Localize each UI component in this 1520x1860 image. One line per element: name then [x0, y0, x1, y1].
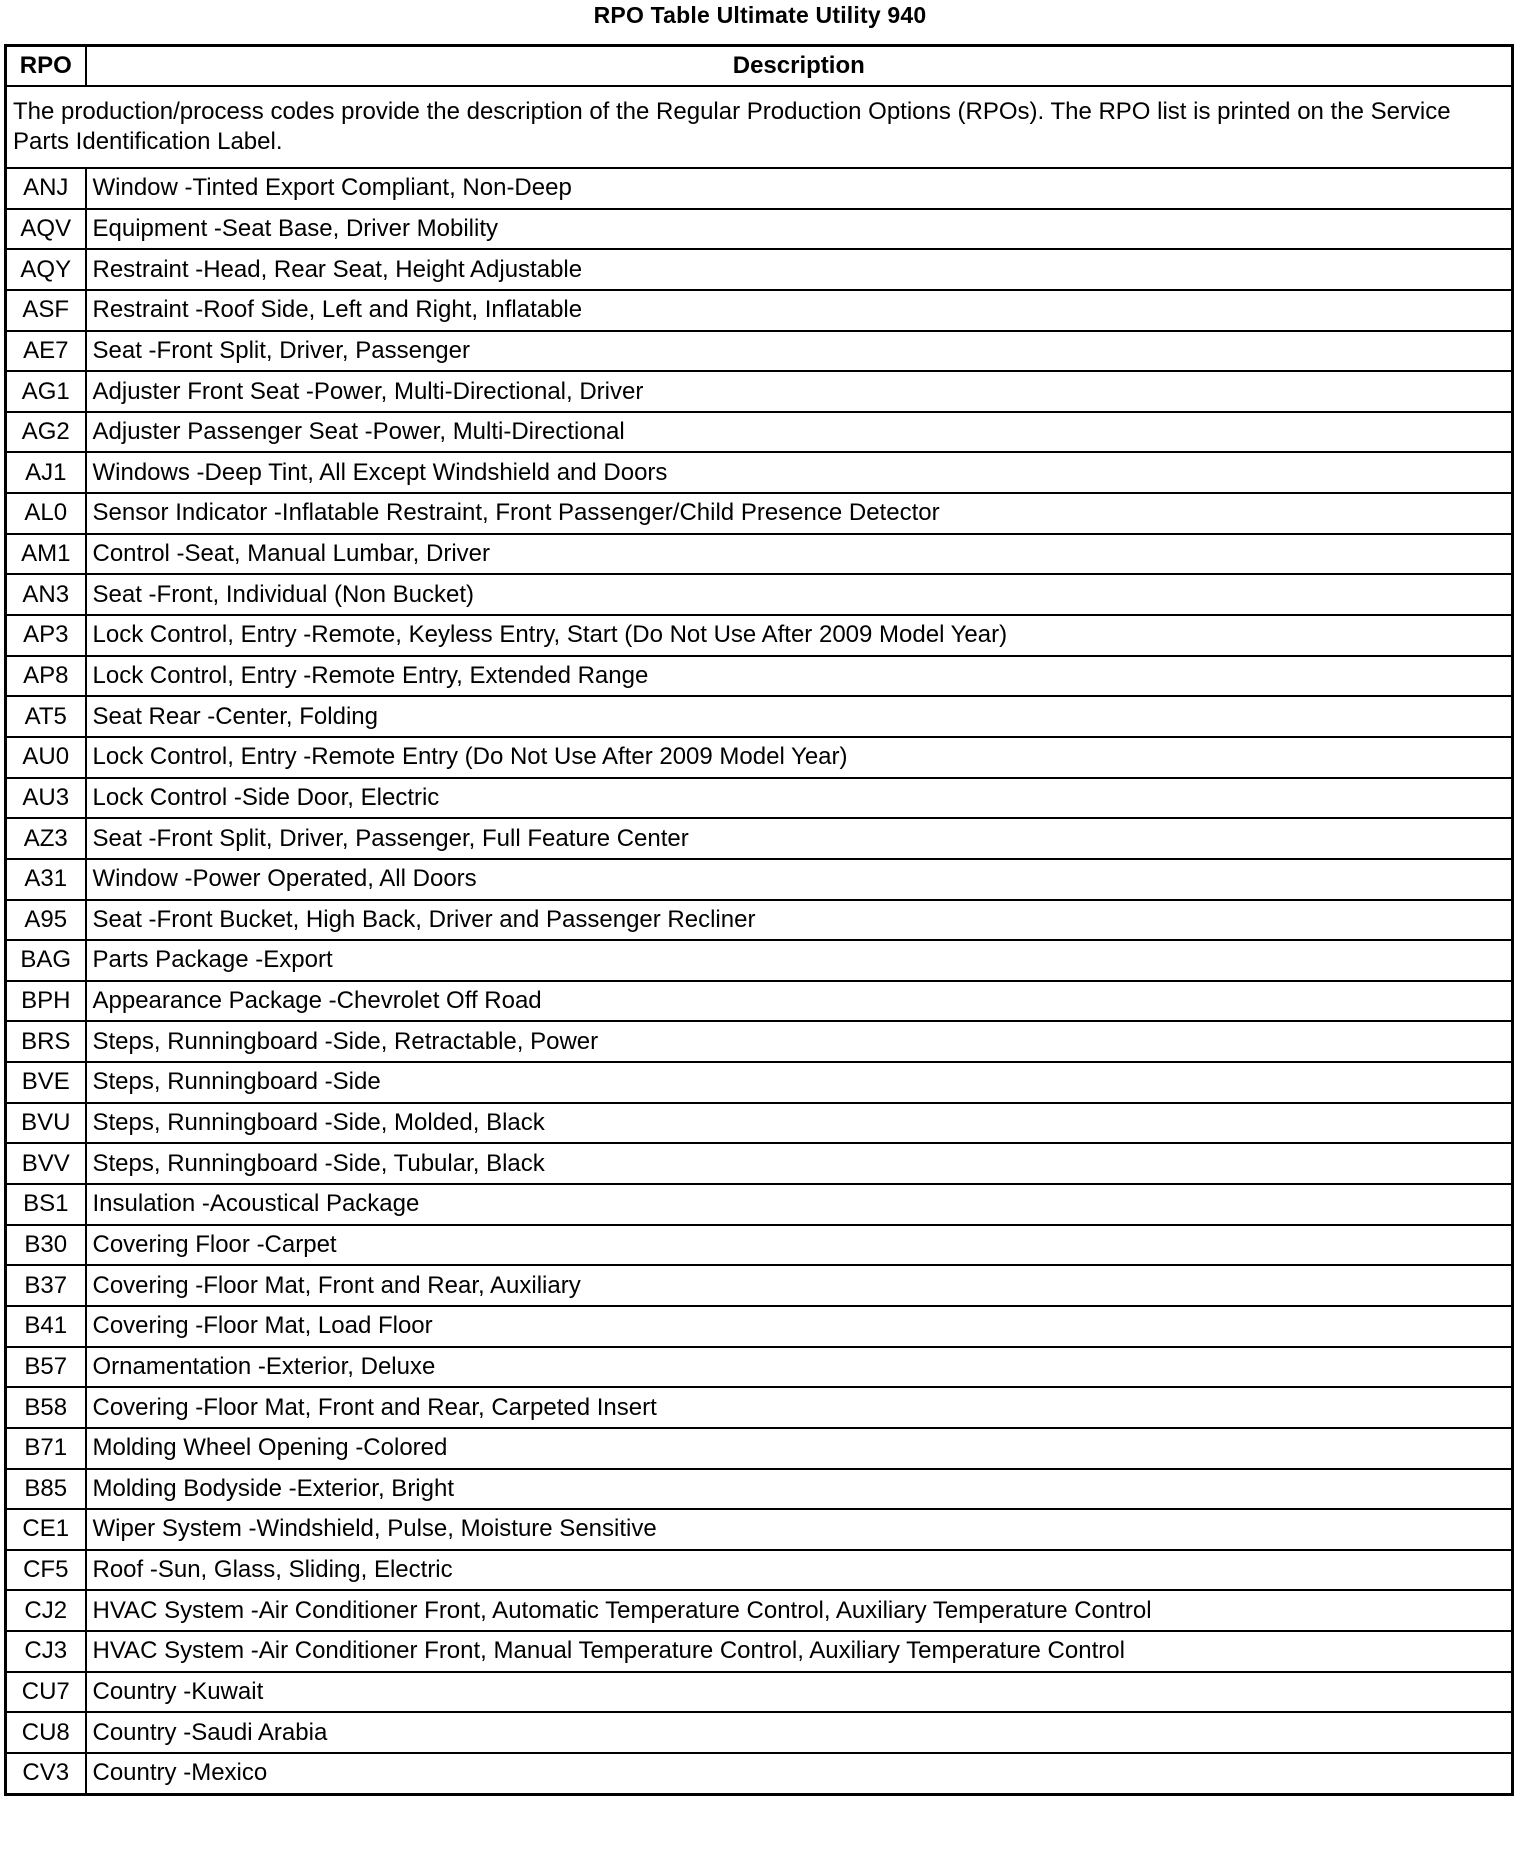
table-row: [6, 1021, 1513, 1062]
rpo-code-cell: AJ1: [6, 452, 86, 493]
rpo-code-cell: B57: [6, 1347, 86, 1388]
intro-row: [6, 86, 1513, 168]
rpo-code-cell: B71: [6, 1428, 86, 1469]
table-row: [6, 1509, 1513, 1550]
table-row: [6, 249, 1513, 290]
table-row: [6, 493, 1513, 534]
intro-text: The production/process codes provide the description of the Regular Production Options (RPOs). The RPO list is printed on the Service Parts Identification Label.: [6, 86, 1513, 168]
table-row: [6, 452, 1513, 493]
rpo-description-cell: Country -Kuwait: [86, 1672, 1513, 1713]
rpo-code-cell: B58: [6, 1387, 86, 1428]
rpo-description-cell: Parts Package -Export: [86, 940, 1513, 981]
rpo-code-cell: AP3: [6, 615, 86, 656]
table-row: [6, 615, 1513, 656]
rpo-description-cell: Covering -Floor Mat, Load Floor: [86, 1306, 1513, 1347]
rpo-description-cell: Covering -Floor Mat, Front and Rear, Auxiliary: [86, 1265, 1513, 1306]
table-row: [6, 818, 1513, 859]
table-row: [6, 1590, 1513, 1631]
rpo-description-cell: Window -Tinted Export Compliant, Non-Deep: [86, 168, 1513, 209]
rpo-description-cell: Seat -Front Split, Driver, Passenger: [86, 331, 1513, 372]
rpo-description-cell: Lock Control, Entry -Remote Entry, Extended Range: [86, 656, 1513, 697]
rpo-code-cell: BPH: [6, 981, 86, 1022]
column-header-description: Description: [86, 46, 1513, 87]
table-row: [6, 412, 1513, 453]
rpo-description-cell: Country -Mexico: [86, 1753, 1513, 1794]
rpo-code-cell: CF5: [6, 1550, 86, 1591]
rpo-description-cell: Seat Rear -Center, Folding: [86, 696, 1513, 737]
rpo-code-cell: A31: [6, 859, 86, 900]
rpo-code-cell: BVV: [6, 1143, 86, 1184]
table-row: [6, 1672, 1513, 1713]
rpo-code-cell: CU8: [6, 1712, 86, 1753]
table-row: [6, 737, 1513, 778]
rpo-code-cell: AG1: [6, 371, 86, 412]
rpo-code-cell: ASF: [6, 290, 86, 331]
rpo-code-cell: AE7: [6, 331, 86, 372]
table-row: [6, 1265, 1513, 1306]
rpo-code-cell: CJ2: [6, 1590, 86, 1631]
table-row: [6, 209, 1513, 250]
rpo-description-cell: Covering Floor -Carpet: [86, 1225, 1513, 1266]
table-row: [6, 1184, 1513, 1225]
rpo-code-cell: AU3: [6, 778, 86, 819]
rpo-description-cell: Insulation -Acoustical Package: [86, 1184, 1513, 1225]
table-row: [6, 371, 1513, 412]
rpo-code-cell: AP8: [6, 656, 86, 697]
rpo-code-cell: AQV: [6, 209, 86, 250]
table-row: [6, 534, 1513, 575]
table-row: [6, 1347, 1513, 1388]
rpo-description-cell: Adjuster Passenger Seat -Power, Multi-Directional: [86, 412, 1513, 453]
table-row: [6, 168, 1513, 209]
table-row: [6, 574, 1513, 615]
rpo-description-cell: Appearance Package -Chevrolet Off Road: [86, 981, 1513, 1022]
rpo-description-cell: Steps, Runningboard -Side, Molded, Black: [86, 1103, 1513, 1144]
rpo-description-cell: Steps, Runningboard -Side, Retractable, Power: [86, 1021, 1513, 1062]
rpo-code-cell: AQY: [6, 249, 86, 290]
rpo-description-cell: Covering -Floor Mat, Front and Rear, Carpeted Insert: [86, 1387, 1513, 1428]
page-title: RPO Table Ultimate Utility 940: [593, 2, 927, 28]
rpo-description-cell: Equipment -Seat Base, Driver Mobility: [86, 209, 1513, 250]
table-row: [6, 778, 1513, 819]
rpo-description-cell: HVAC System -Air Conditioner Front, Manual Temperature Control, Auxiliary Temperature Control: [86, 1631, 1513, 1672]
rpo-description-cell: Sensor Indicator -Inflatable Restraint, Front Passenger/Child Presence Detector: [86, 493, 1513, 534]
table-row: [6, 1753, 1513, 1794]
table-row: [6, 1428, 1513, 1469]
rpo-description-cell: Window -Power Operated, All Doors: [86, 859, 1513, 900]
rpo-description-cell: Windows -Deep Tint, All Except Windshield and Doors: [86, 452, 1513, 493]
rpo-code-cell: BVU: [6, 1103, 86, 1144]
rpo-code-cell: AN3: [6, 574, 86, 615]
rpo-code-cell: B37: [6, 1265, 86, 1306]
table-row: [6, 1062, 1513, 1103]
rpo-code-cell: B41: [6, 1306, 86, 1347]
table-row: [6, 1306, 1513, 1347]
rpo-description-cell: Restraint -Roof Side, Left and Right, Inflatable: [86, 290, 1513, 331]
table-row: [6, 331, 1513, 372]
table-row: [6, 900, 1513, 941]
rpo-code-cell: BS1: [6, 1184, 86, 1225]
table-row: [6, 859, 1513, 900]
rpo-code-cell: AL0: [6, 493, 86, 534]
table-row: [6, 1387, 1513, 1428]
rpo-code-cell: A95: [6, 900, 86, 941]
rpo-description-cell: Seat -Front, Individual (Non Bucket): [86, 574, 1513, 615]
table-row: [6, 1631, 1513, 1672]
rpo-code-cell: CE1: [6, 1509, 86, 1550]
table-row: [6, 1469, 1513, 1510]
rpo-description-cell: Wiper System -Windshield, Pulse, Moisture Sensitive: [86, 1509, 1513, 1550]
rpo-description-cell: Steps, Runningboard -Side, Tubular, Black: [86, 1143, 1513, 1184]
table-header-row: [6, 46, 1513, 87]
table-body: [6, 86, 1513, 1794]
table-row: [6, 1143, 1513, 1184]
rpo-description-cell: Seat -Front Split, Driver, Passenger, Full Feature Center: [86, 818, 1513, 859]
rpo-code-cell: AZ3: [6, 818, 86, 859]
rpo-description-cell: Molding Bodyside -Exterior, Bright: [86, 1469, 1513, 1510]
table-row: [6, 656, 1513, 697]
rpo-description-cell: Molding Wheel Opening -Colored: [86, 1428, 1513, 1469]
rpo-code-cell: BAG: [6, 940, 86, 981]
rpo-description-cell: Roof -Sun, Glass, Sliding, Electric: [86, 1550, 1513, 1591]
table-row: [6, 696, 1513, 737]
table-row: [6, 290, 1513, 331]
table-row: [6, 1550, 1513, 1591]
rpo-code-cell: B85: [6, 1469, 86, 1510]
rpo-description-cell: Control -Seat, Manual Lumbar, Driver: [86, 534, 1513, 575]
table-row: [6, 981, 1513, 1022]
rpo-description-cell: Ornamentation -Exterior, Deluxe: [86, 1347, 1513, 1388]
rpo-code-cell: BRS: [6, 1021, 86, 1062]
table-row: [6, 1103, 1513, 1144]
rpo-description-cell: Country -Saudi Arabia: [86, 1712, 1513, 1753]
rpo-code-cell: B30: [6, 1225, 86, 1266]
rpo-description-cell: Steps, Runningboard -Side: [86, 1062, 1513, 1103]
rpo-table: [4, 44, 1514, 1796]
rpo-description-cell: Lock Control -Side Door, Electric: [86, 778, 1513, 819]
rpo-code-cell: CV3: [6, 1753, 86, 1794]
rpo-description-cell: Restraint -Head, Rear Seat, Height Adjustable: [86, 249, 1513, 290]
rpo-code-cell: CU7: [6, 1672, 86, 1713]
rpo-code-cell: AU0: [6, 737, 86, 778]
rpo-description-cell: Seat -Front Bucket, High Back, Driver and Passenger Recliner: [86, 900, 1513, 941]
table-row: [6, 1225, 1513, 1266]
table-row: [6, 1712, 1513, 1753]
rpo-code-cell: AG2: [6, 412, 86, 453]
rpo-code-cell: ANJ: [6, 168, 86, 209]
column-header-rpo: RPO: [6, 46, 86, 87]
rpo-description-cell: Lock Control, Entry -Remote Entry (Do Not Use After 2009 Model Year): [86, 737, 1513, 778]
table-row: [6, 940, 1513, 981]
rpo-code-cell: AT5: [6, 696, 86, 737]
rpo-description-cell: Lock Control, Entry -Remote, Keyless Entry, Start (Do Not Use After 2009 Model Year): [86, 615, 1513, 656]
rpo-description-cell: Adjuster Front Seat -Power, Multi-Directional, Driver: [86, 371, 1513, 412]
rpo-code-cell: AM1: [6, 534, 86, 575]
rpo-code-cell: CJ3: [6, 1631, 86, 1672]
rpo-description-cell: HVAC System -Air Conditioner Front, Automatic Temperature Control, Auxiliary Temperature Control: [86, 1590, 1513, 1631]
rpo-code-cell: BVE: [6, 1062, 86, 1103]
